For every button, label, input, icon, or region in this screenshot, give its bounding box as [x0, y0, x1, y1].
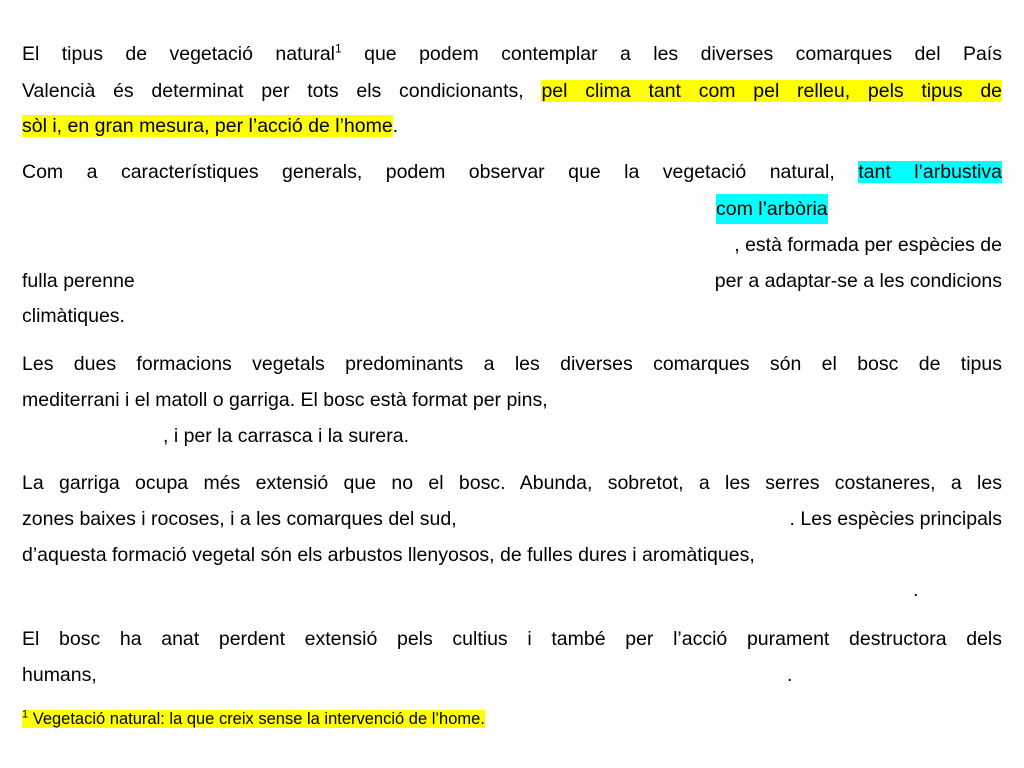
p2-text: climàtiques.	[22, 305, 125, 327]
highlight-yellow: sòl i, en gran mesura, per l’acció de l’home	[22, 115, 393, 137]
p5-line-1	[22, 624, 1002, 654]
p3-text: Les dues formacions vegetals predominants a les diverses comarques són el bosc de tipus	[22, 353, 1002, 375]
p4-text: d’aquesta formació vegetal són els arbustos llenyosos, de fulles dures i aromàtiques,	[22, 544, 755, 566]
highlight-cyan: tant l’arbustiva	[858, 161, 1003, 183]
highlight-cyan: com l’arbòria	[716, 194, 828, 224]
p4-text: La garriga ocupa més extensió que no el bosc. Abunda, sobretot, a les serres costaneres, a les	[22, 472, 1002, 494]
p2-text: per a adaptar-se a les condicions	[714, 270, 1002, 292]
p5-text: El bosc ha anat perdent extensió pels cultius i també per l’acció purament destructora dels	[22, 628, 1002, 650]
p4-text: . Les espècies principals	[789, 508, 1002, 530]
footnote-ref: 1	[335, 41, 342, 56]
footnote	[22, 706, 485, 732]
p2-text: fulla perenne	[22, 270, 135, 292]
p1-text: que podem contemplar a les diverses comarques del País	[364, 43, 1002, 65]
p2-line-1	[22, 157, 1002, 187]
footnote-text: Vegetació natural: la que creix sense la intervenció de l’home.	[32, 710, 485, 728]
p1-text: .	[392, 115, 399, 137]
p3-text: mediterrani i el matoll o garriga. El bosc està format per pins,	[22, 389, 548, 411]
p2-text: Com a característiques generals, podem observar que la vegetació natural,	[22, 161, 835, 183]
p1-text: Valencià és determinat per tots els condicionants,	[22, 80, 524, 102]
highlight-yellow: pel clima tant com pel relleu, pels tipus de	[541, 80, 1003, 102]
p1-text: El tipus de vegetació natural	[22, 43, 335, 65]
p1-line-1	[22, 39, 1002, 69]
p2-text: , està formada per espècies de	[734, 234, 1002, 256]
p3-text: , i per la carrasca i la surera.	[163, 425, 410, 447]
p3-line-1	[22, 349, 1002, 379]
footnote-marker: 1	[22, 708, 29, 721]
p5-text: humans,	[22, 664, 97, 686]
p1-line-2	[22, 76, 1002, 106]
p5-text: .	[787, 664, 793, 686]
p4-text: .	[913, 579, 919, 601]
p4-line-1	[22, 468, 1002, 498]
highlight-yellow	[22, 710, 485, 728]
p4-text: zones baixes i rocoses, i a les comarques del sud,	[22, 508, 457, 530]
p1-line-3	[22, 111, 1002, 141]
